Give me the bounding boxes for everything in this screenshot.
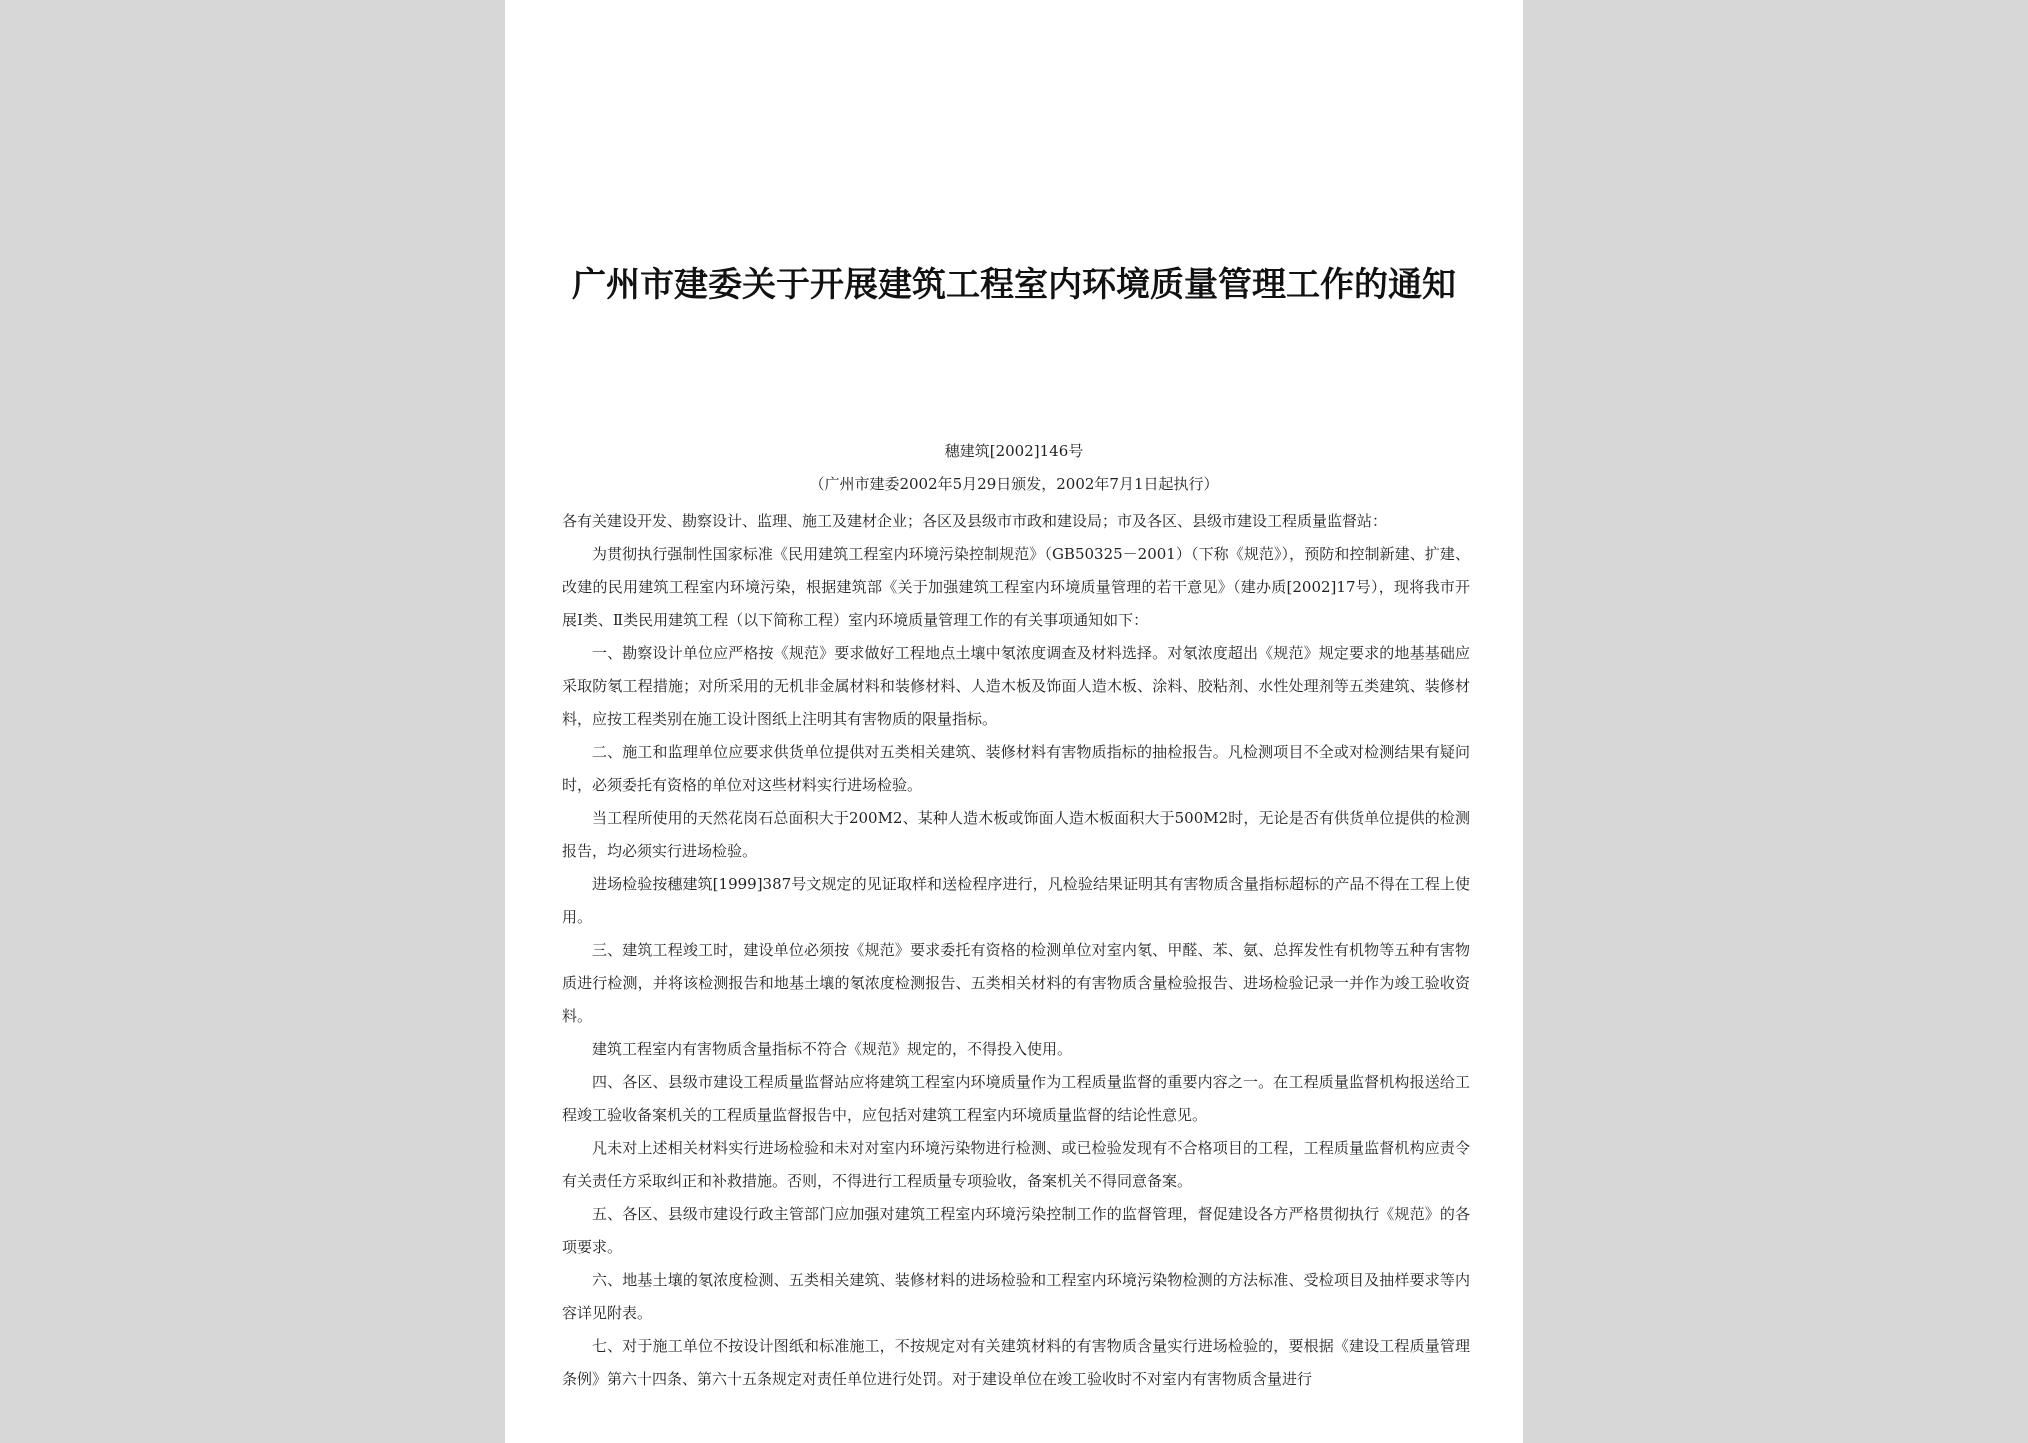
paragraph-1: 一、勘察设计单位应严格按《规范》要求做好工程地点土壤中氡浓度调查及材料选择。对氡浓度超出《规范》规定要求的地基基础应采取防氡工程措施；对所采用的无机非金属材料和装修材料、人造木板及饰面人造木板、涂料、胶粘剂、水性处理剂等五类建筑、装修材料，应按工程类别在施工设计图纸上注明其有害物质的限量指标。 <box>562 644 1470 728</box>
paragraph-4-remedy: 凡未对上述相关材料实行进场检验和未对对室内环境污染物进行检测、或已检验发现有不合格项目的工程，工程质量监督机构应责令有关责任方采取纠正和补救措施。否则，不得进行工程质量专项验收，备案机关不得同意备案。 <box>562 1139 1470 1190</box>
paragraph-4: 四、各区、县级市建设工程质量监督站应将建筑工程室内环境质量作为工程质量监督的重要内容之一。在工程质量监督机构报送给工程竣工验收备案机关的工程质量监督报告中，应包括对建筑工程室内环境质量监督的结论性意见。 <box>562 1073 1470 1124</box>
issue-note: （广州市建委2002年5月29日颁发，2002年7月1日起执行） <box>809 475 1219 493</box>
document-title: 广州市建委关于开展建筑工程室内环境质量管理工作的通知 <box>572 265 1456 305</box>
paragraph-6: 六、地基土壤的氡浓度检测、五类相关建筑、装修材料的进场检验和工程室内环境污染物检测的方法标准、受检项目及抽样要求等内容详见附表。 <box>562 1271 1470 1322</box>
paragraph-2-inspection: 进场检验按穗建筑[1999]387号文规定的见证取样和送检程序进行，凡检验结果证明其有害物质含量指标超标的产品不得在工程上使用。 <box>562 875 1470 926</box>
paragraph-intro: 为贯彻执行强制性国家标准《民用建筑工程室内环境污染控制规范》（GB50325－2001）（下称《规范》），预防和控制新建、扩建、改建的民用建筑工程室内环境污染，根据建筑部《关于加强建筑工程室内环境质量管理的若干意见》（建办质[2002]17号），现将我市开展Ⅰ类、Ⅱ类民用建筑工程（以下简称工程）室内环境质量管理工作的有关事项通知如下： <box>562 545 1470 629</box>
document-page <box>505 0 1523 1443</box>
salutation: 各有关建设开发、勘察设计、监理、施工及建材企业；各区及县级市市政和建设局；市及各区、县级市建设工程质量监督站： <box>562 512 1388 530</box>
document-body <box>562 505 1470 1396</box>
paragraph-7: 七、对于施工单位不按设计图纸和标准施工，不按规定对有关建筑材料的有害物质含量实行进场检验的，要根据《建设工程质量管理条例》第六十四条、第六十五条规定对责任单位进行处罚。对于建设单位在竣工验收时不对室内有害物质含量进行 <box>562 1337 1470 1388</box>
paragraph-3-use: 建筑工程室内有害物质含量指标不符合《规范》规定的，不得投入使用。 <box>592 1040 1073 1058</box>
paragraph-2-granite: 当工程所使用的天然花岗石总面积大于200M2、某种人造木板或饰面人造木板面积大于500M2时，无论是否有供货单位提供的检测报告，均必须实行进场检验。 <box>562 809 1470 860</box>
paragraph-2: 二、施工和监理单位应要求供货单位提供对五类相关建筑、装修材料有害物质指标的抽检报告。凡检测项目不全或对检测结果有疑问时，必须委托有资格的单位对这些材料实行进场检验。 <box>562 743 1470 794</box>
document-number: 穗建筑[2002]146号 <box>944 442 1084 460</box>
paragraph-3: 三、建筑工程竣工时，建设单位必须按《规范》要求委托有资格的检测单位对室内氡、甲醛、苯、氨、总挥发性有机物等五种有害物质进行检测，并将该检测报告和地基土壤的氡浓度检测报告、五类相关材料的有害物质含量检验报告、进场检验记录一并作为竣工验收资料。 <box>562 941 1470 1025</box>
paragraph-5: 五、各区、县级市建设行政主管部门应加强对建筑工程室内环境污染控制工作的监督管理，督促建设各方严格贯彻执行《规范》的各项要求。 <box>562 1205 1470 1256</box>
